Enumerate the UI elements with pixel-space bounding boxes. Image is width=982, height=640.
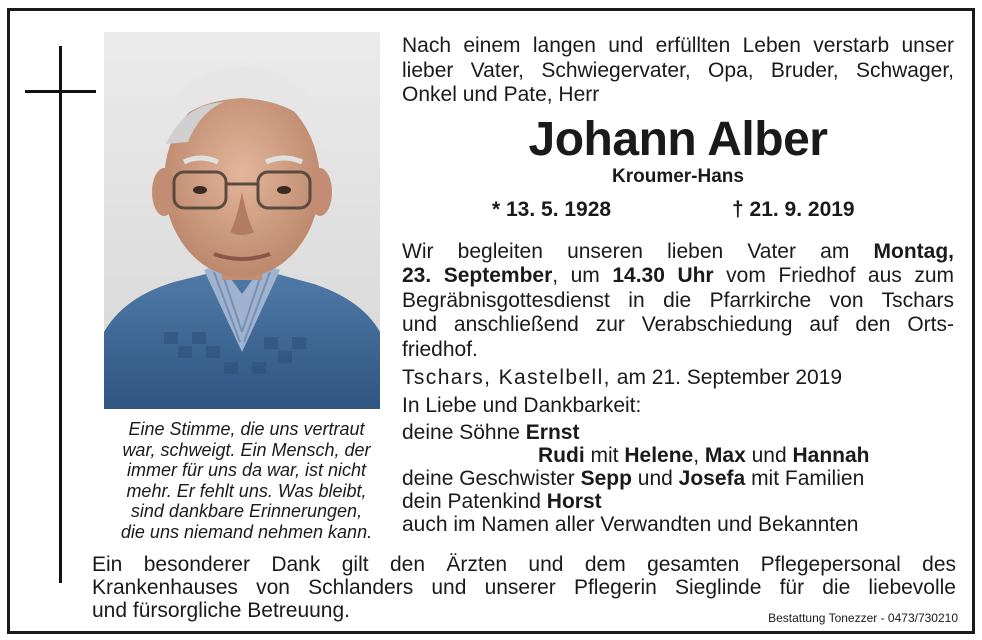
family-member: Hannah [792,444,870,467]
family-intro: In Liebe und Dankbarkeit: [402,394,642,417]
funeral-home-credit: Bestattung Tonezzer - 0473/730210 [768,611,958,625]
place-date [402,366,954,390]
main-text [402,34,954,536]
nickname: Kroumer-Hans [612,165,744,187]
thanks-line: und fürsorgliche Betreuung. [92,599,350,622]
family-member: Helene [624,444,694,467]
family-text: mit Familien [751,467,865,490]
ceremony-day: Montag, [873,239,955,263]
poem-line: mehr. Er fehlt uns. Was bleibt, [126,480,367,501]
family-line: Rudi mit Helene, Max und Hannah [538,444,870,467]
family-line [402,421,954,444]
family-text: deine Geschwister [402,467,575,490]
thanks-line: Krankenhauses von Schlanders und unserer Pflegerin Sieglinde für die liebevolle [92,576,956,599]
poem-line: war, schweigt. Ein Mensch, der [122,439,371,460]
family-line [402,490,954,513]
place-towns: Tschars, Kastelbell, [402,366,611,389]
ceremony-text-part: , um [552,264,600,287]
ceremony-line: Begräbnisgottesdienst in die Pfarrkirche von Tschars [402,288,954,312]
intro-line: Onkel und Pate, Herr [402,83,600,106]
ceremony-line [402,240,954,265]
thanks-line: Ein besonderer Dank gilt den Ärzten und dem gesamten Pflegepersonal des [92,553,956,576]
poem-line: die uns niemand nehmen kann. [120,521,373,542]
family-member: Horst [546,490,602,513]
place-date-text: am 21. September 2019 [616,366,843,389]
family-list [402,394,954,536]
ceremony-text-part: vom Friedhof aus zum [726,264,954,287]
portrait-illustration [104,32,380,409]
family-member: Ernst [525,421,580,444]
family-relatives: auch im Namen aller Verwandten und Bekannten [402,513,859,536]
family-member: Rudi [538,444,585,467]
intro-line: lieber Vater, Schwiegervater, Opa, Bruder, Schwager, [402,58,954,82]
family-text: dein Patenkind [402,490,541,513]
family-text: mit [590,444,619,467]
family-line [402,467,954,490]
ceremony-time: 14.30 Uhr [612,264,714,287]
intro [402,34,954,108]
life-dates [402,198,954,228]
poem [104,419,389,542]
deceased-name: Johann Alber [528,112,828,166]
ceremony-line: friedhof. [402,337,478,361]
obituary-card [7,8,975,634]
death-date: † 21. 9. 2019 [732,197,855,221]
family-member: Josefa [678,467,746,490]
family-member: Max [704,444,746,467]
family-member: Sepp [580,467,632,490]
ceremony-date: 23. September [402,264,553,287]
family-text: und [637,467,673,490]
birth-date: * 13. 5. 1928 [492,197,612,221]
cross-vertical-bar [59,46,62,583]
family-text: und [751,444,787,467]
cross-horizontal-bar [25,90,96,93]
intro-line: Nach einem langen und erfüllten Leben verstarb unser [402,34,954,57]
portrait-photo [104,32,380,409]
ceremony-line: und anschließend zur Verabschiedung auf den Orts- [402,313,954,336]
ceremony-text-part: Wir begleiten unseren lieben Vater am [402,239,850,263]
ceremony-text [402,240,954,363]
family-text: deine Söhne [402,421,520,444]
poem-line: immer für uns da war, ist nicht [126,460,367,480]
poem-line: sind dankbare Erinnerungen, [130,501,363,521]
ceremony-line [402,264,954,289]
poem-line: Eine Stimme, die uns vertraut [128,419,365,439]
